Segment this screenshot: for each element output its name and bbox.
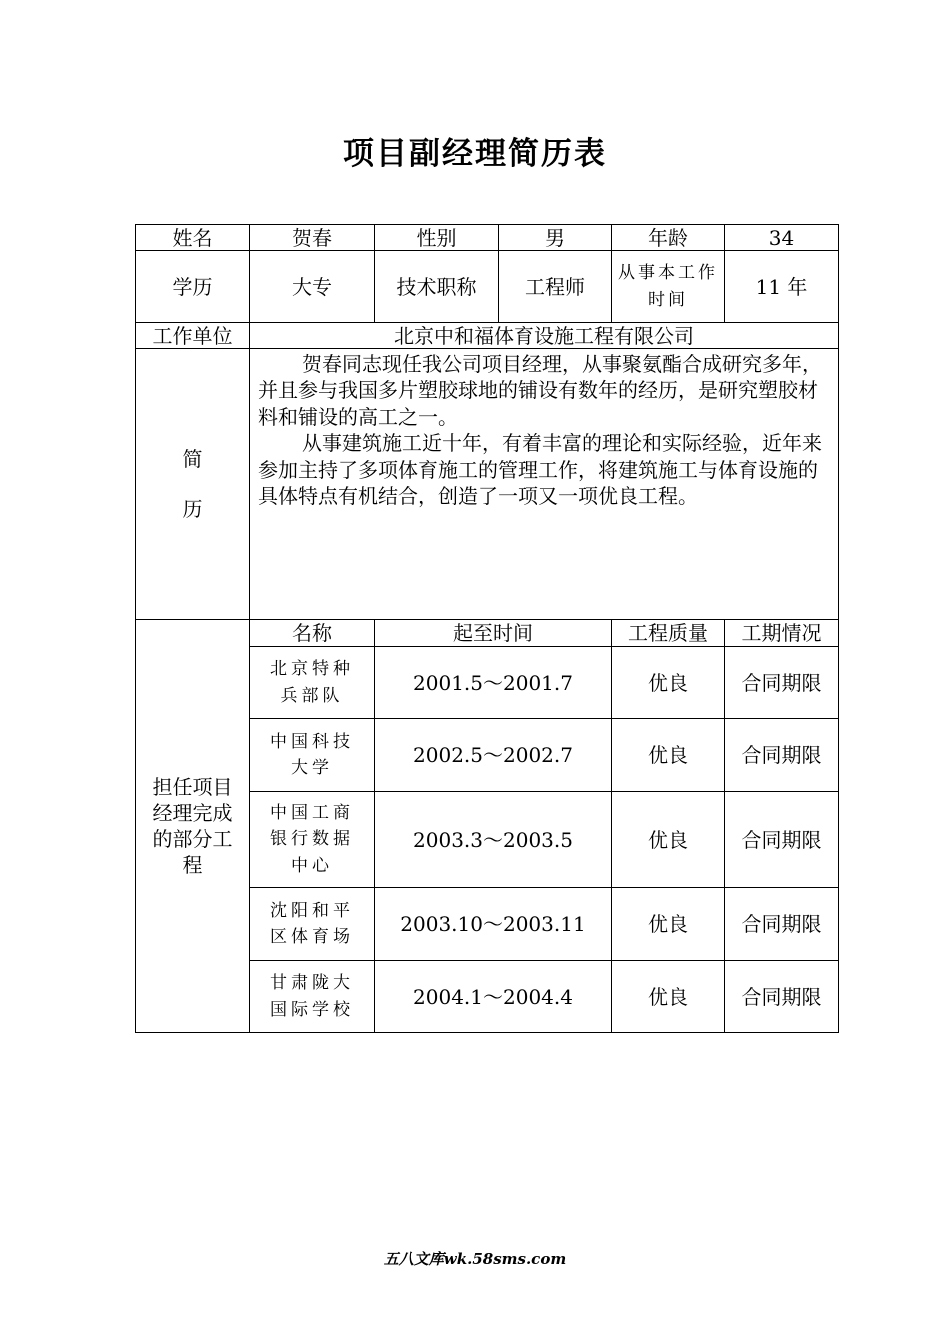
- resume-label-char-2: 历: [182, 497, 203, 521]
- work-years-label: 从事本工作时间: [612, 251, 725, 323]
- name-label: 姓名: [136, 225, 250, 251]
- header-period: 起至时间: [375, 620, 612, 647]
- resume-text: [250, 349, 839, 620]
- project-period: 2002.5～2002.7: [375, 719, 612, 792]
- resume-paragraph: 从事建筑施工近十年，有着丰富的理论和实际经验，近年来参加主持了多项体育施工的管理工作，将建筑施工与体育设施的具体特点有机结合，创造了一项又一项优良工程。: [258, 431, 822, 508]
- tech-title-value: 工程师: [499, 251, 612, 323]
- project-period: 2003.3～2003.5: [375, 792, 612, 888]
- project-period: 2001.5～2001.7: [375, 647, 612, 719]
- projects-label: 担任项目经理完成的部分工程: [136, 620, 250, 1033]
- project-period: 2004.1～2004.4: [375, 961, 612, 1033]
- project-name: 中国科技大学: [250, 719, 375, 792]
- resume-label: [136, 349, 250, 620]
- project-period: 2003.10～2003.11: [375, 888, 612, 961]
- project-name: 甘肃陇大国际学校: [250, 961, 375, 1033]
- project-name: 沈阳和平区体育场: [250, 888, 375, 961]
- gender-value: 男: [499, 225, 612, 251]
- page-title: 项目副经理简历表: [343, 136, 607, 172]
- project-quality: 优良: [612, 888, 725, 961]
- tech-title-label: 技术职称: [375, 251, 499, 323]
- project-quality: 优良: [612, 647, 725, 719]
- education-label: 学历: [136, 251, 250, 323]
- project-quality: 优良: [612, 792, 725, 888]
- resume-row: [136, 349, 839, 620]
- gender-label: 性别: [375, 225, 499, 251]
- project-quality: 优良: [612, 961, 725, 1033]
- name-value: 贺春: [250, 225, 375, 251]
- project-name: 北京特种兵部队: [250, 647, 375, 719]
- project-schedule: 合同期限: [725, 792, 839, 888]
- education-row: [136, 251, 839, 323]
- header-schedule: 工期情况: [725, 620, 839, 647]
- project-schedule: 合同期限: [725, 719, 839, 792]
- project-schedule: 合同期限: [725, 888, 839, 961]
- age-value: 34: [725, 225, 839, 251]
- project-schedule: 合同期限: [725, 647, 839, 719]
- project-schedule: 合同期限: [725, 961, 839, 1033]
- resume-table: [135, 224, 839, 1033]
- header-project-name: 名称: [250, 620, 375, 647]
- employer-row: [136, 323, 839, 349]
- education-value: 大专: [250, 251, 375, 323]
- resume-label-gap: [136, 472, 249, 496]
- age-label: 年龄: [612, 225, 725, 251]
- footer-watermark: 五八文库wk.58sms.com: [383, 1250, 567, 1268]
- resume-label-char-1: 简: [182, 447, 203, 471]
- project-name: 中国工商银行数据中心: [250, 792, 375, 888]
- employer-value: 北京中和福体育设施工程有限公司: [250, 323, 839, 349]
- basic-info-row: [136, 225, 839, 251]
- employer-label: 工作单位: [136, 323, 250, 349]
- project-quality: 优良: [612, 719, 725, 792]
- projects-header-row: [136, 620, 839, 647]
- work-years-value: 11 年: [725, 251, 839, 323]
- resume-paragraph: 贺春同志现任我公司项目经理，从事聚氨酯合成研究多年，并且参与我国多片塑胶球地的铺设有数年的经历，是研究塑胶材料和铺设的高工之一。: [258, 352, 822, 429]
- header-quality: 工程质量: [612, 620, 725, 647]
